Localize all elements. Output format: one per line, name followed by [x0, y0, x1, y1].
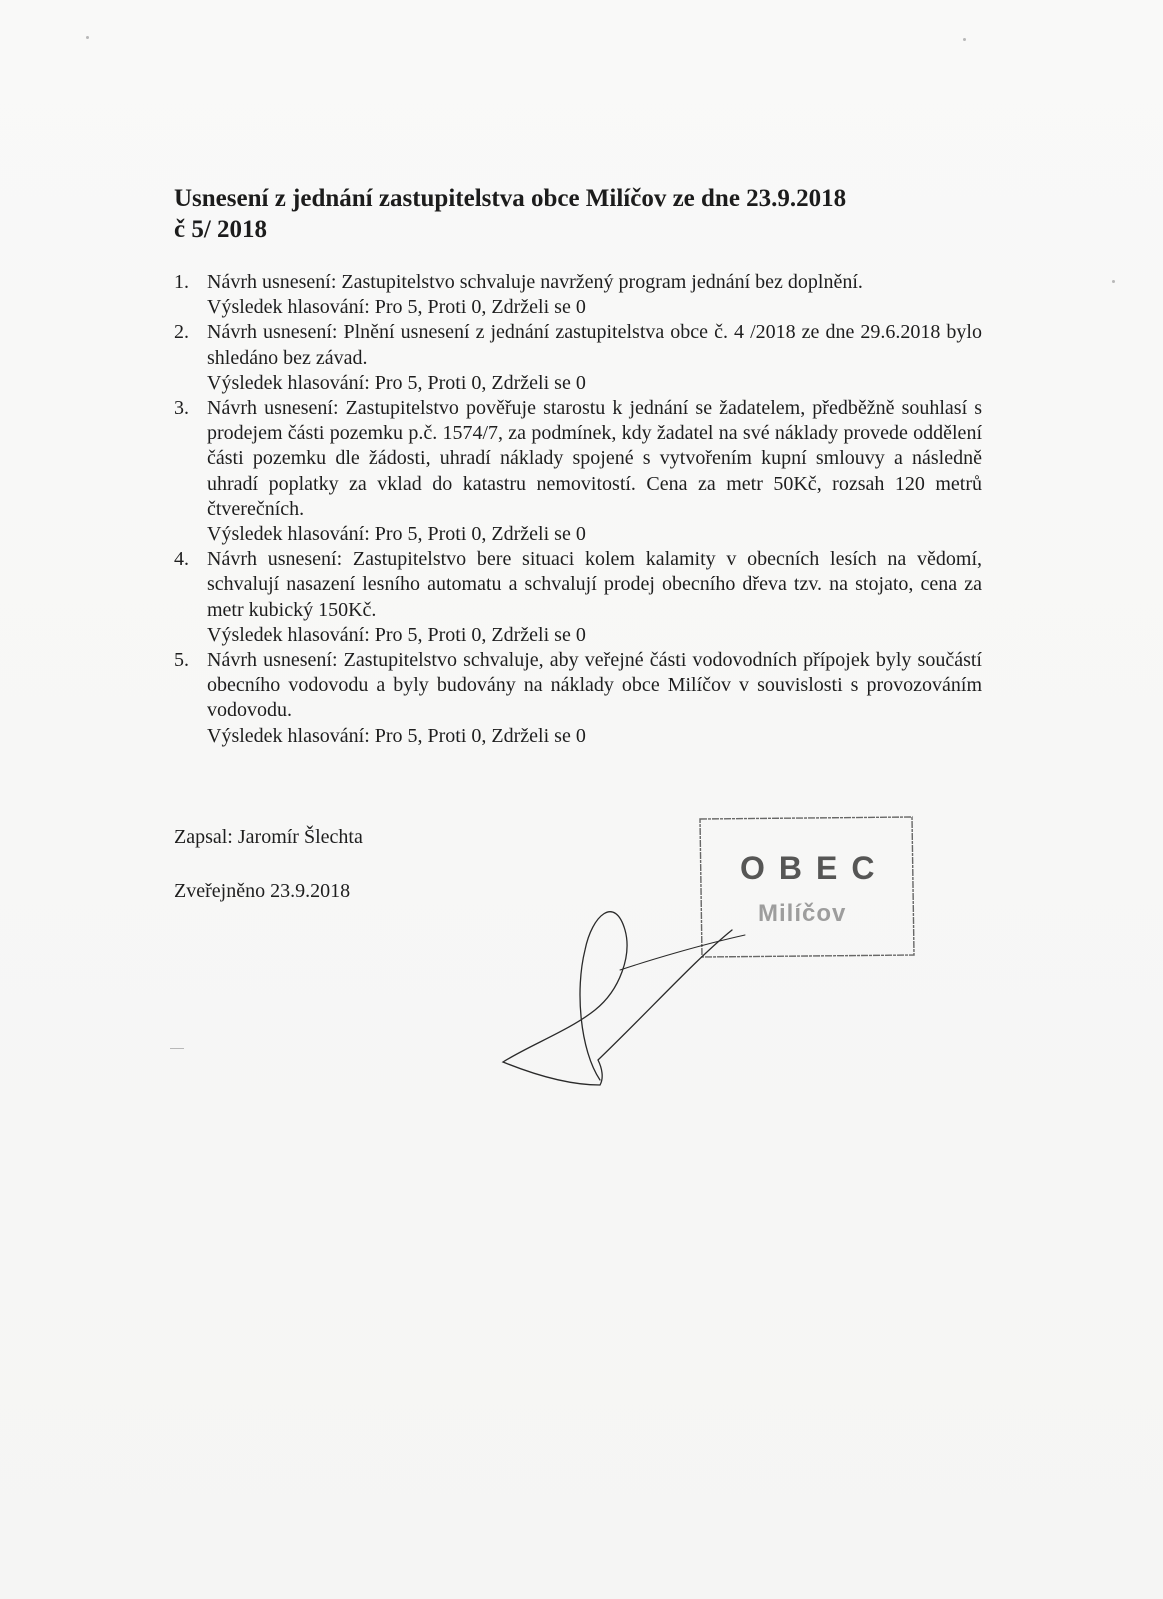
- paper-speck: [1112, 280, 1115, 283]
- vote-result: Výsledek hlasování: Pro 5, Proti 0, Zdrželi se 0: [207, 623, 586, 646]
- resolution-text: Návrh usnesení: Zastupitelstvo bere situaci kolem kalamity v obecních lesích na vědomí, schvalují nasazení lesního automatu a schvalují prodej obecního dřeva tzv. na stojato, cena za metr kubický 150Kč.: [207, 548, 982, 621]
- resolution-item-2: [174, 320, 982, 396]
- resolution-number: 4.: [174, 548, 189, 571]
- document-title: [174, 183, 846, 245]
- paper-speck: [963, 38, 966, 41]
- resolution-number: 1.: [174, 271, 189, 293]
- handwritten-signature: [500, 900, 750, 1090]
- resolution-text: Návrh usnesení: Zastupitelstvo schvaluje, aby veřejné části vodovodních přípojek byly součástí obecního vodovodu a byly budovány na náklady obce Milíčov v souvislosti s provozováním vodovodu.: [207, 649, 982, 722]
- resolution-number: 2.: [174, 321, 189, 344]
- resolution-item-1: [174, 270, 982, 320]
- resolution-number: 5.: [174, 649, 189, 672]
- vote-result: Výsledek hlasování: Pro 5, Proti 0, Zdrželi se 0: [207, 371, 586, 394]
- vote-result: Výsledek hlasování: Pro 5, Proti 0, Zdrželi se 0: [207, 296, 586, 319]
- resolution-text: Návrh usnesení: Zastupitelstvo schvaluje navržený program jednání bez doplnění.: [207, 271, 863, 293]
- title-line-number: č 5/ 2018: [174, 216, 268, 243]
- stamp-text-obec: OBEC: [740, 850, 889, 886]
- resolution-item-4: [174, 547, 982, 648]
- resolution-item-3: [174, 396, 982, 547]
- vote-result: Výsledek hlasování: Pro 5, Proti 0, Zdrželi se 0: [207, 724, 586, 747]
- resolution-text: Návrh usnesení: Zastupitelstvo pověřuje starostu k jednání se žadatelem, předběžně souhlasí s prodejem části pozemku p.č. 1574/7, za podmínek, kdy žadatel na své náklady provede oddělení části pozemku dle žádosti, uhradí náklady spojené s vytvořením kupní smlouvy a následně uhradí poplatky za vklad do katastru nemovitostí. Cena za metr 50Kč, rozsah 120 metrů čtverečních.: [207, 397, 982, 520]
- title-line-main: Usnesení z jednání zastupitelstva obce Milíčov ze dne 23.9.2018: [174, 185, 847, 212]
- recorded-by: Zapsal: Jaromír Šlechta: [174, 826, 363, 848]
- published-date: Zveřejněno 23.9.2018: [174, 880, 351, 902]
- resolution-item-5: [174, 648, 982, 749]
- vote-result: Výsledek hlasování: Pro 5, Proti 0, Zdrželi se 0: [207, 523, 586, 546]
- stamp-text-milicov: Milíčov: [758, 900, 847, 927]
- resolution-text: Návrh usnesení: Plnění usnesení z jednání zastupitelstva obce č. 4 /2018 ze dne 29.6.2018 bylo shledáno bez závad.: [207, 321, 982, 369]
- paper-speck: [86, 36, 89, 39]
- resolution-list: [174, 270, 982, 749]
- paper-speck: [170, 1048, 184, 1049]
- resolution-number: 3.: [174, 397, 189, 420]
